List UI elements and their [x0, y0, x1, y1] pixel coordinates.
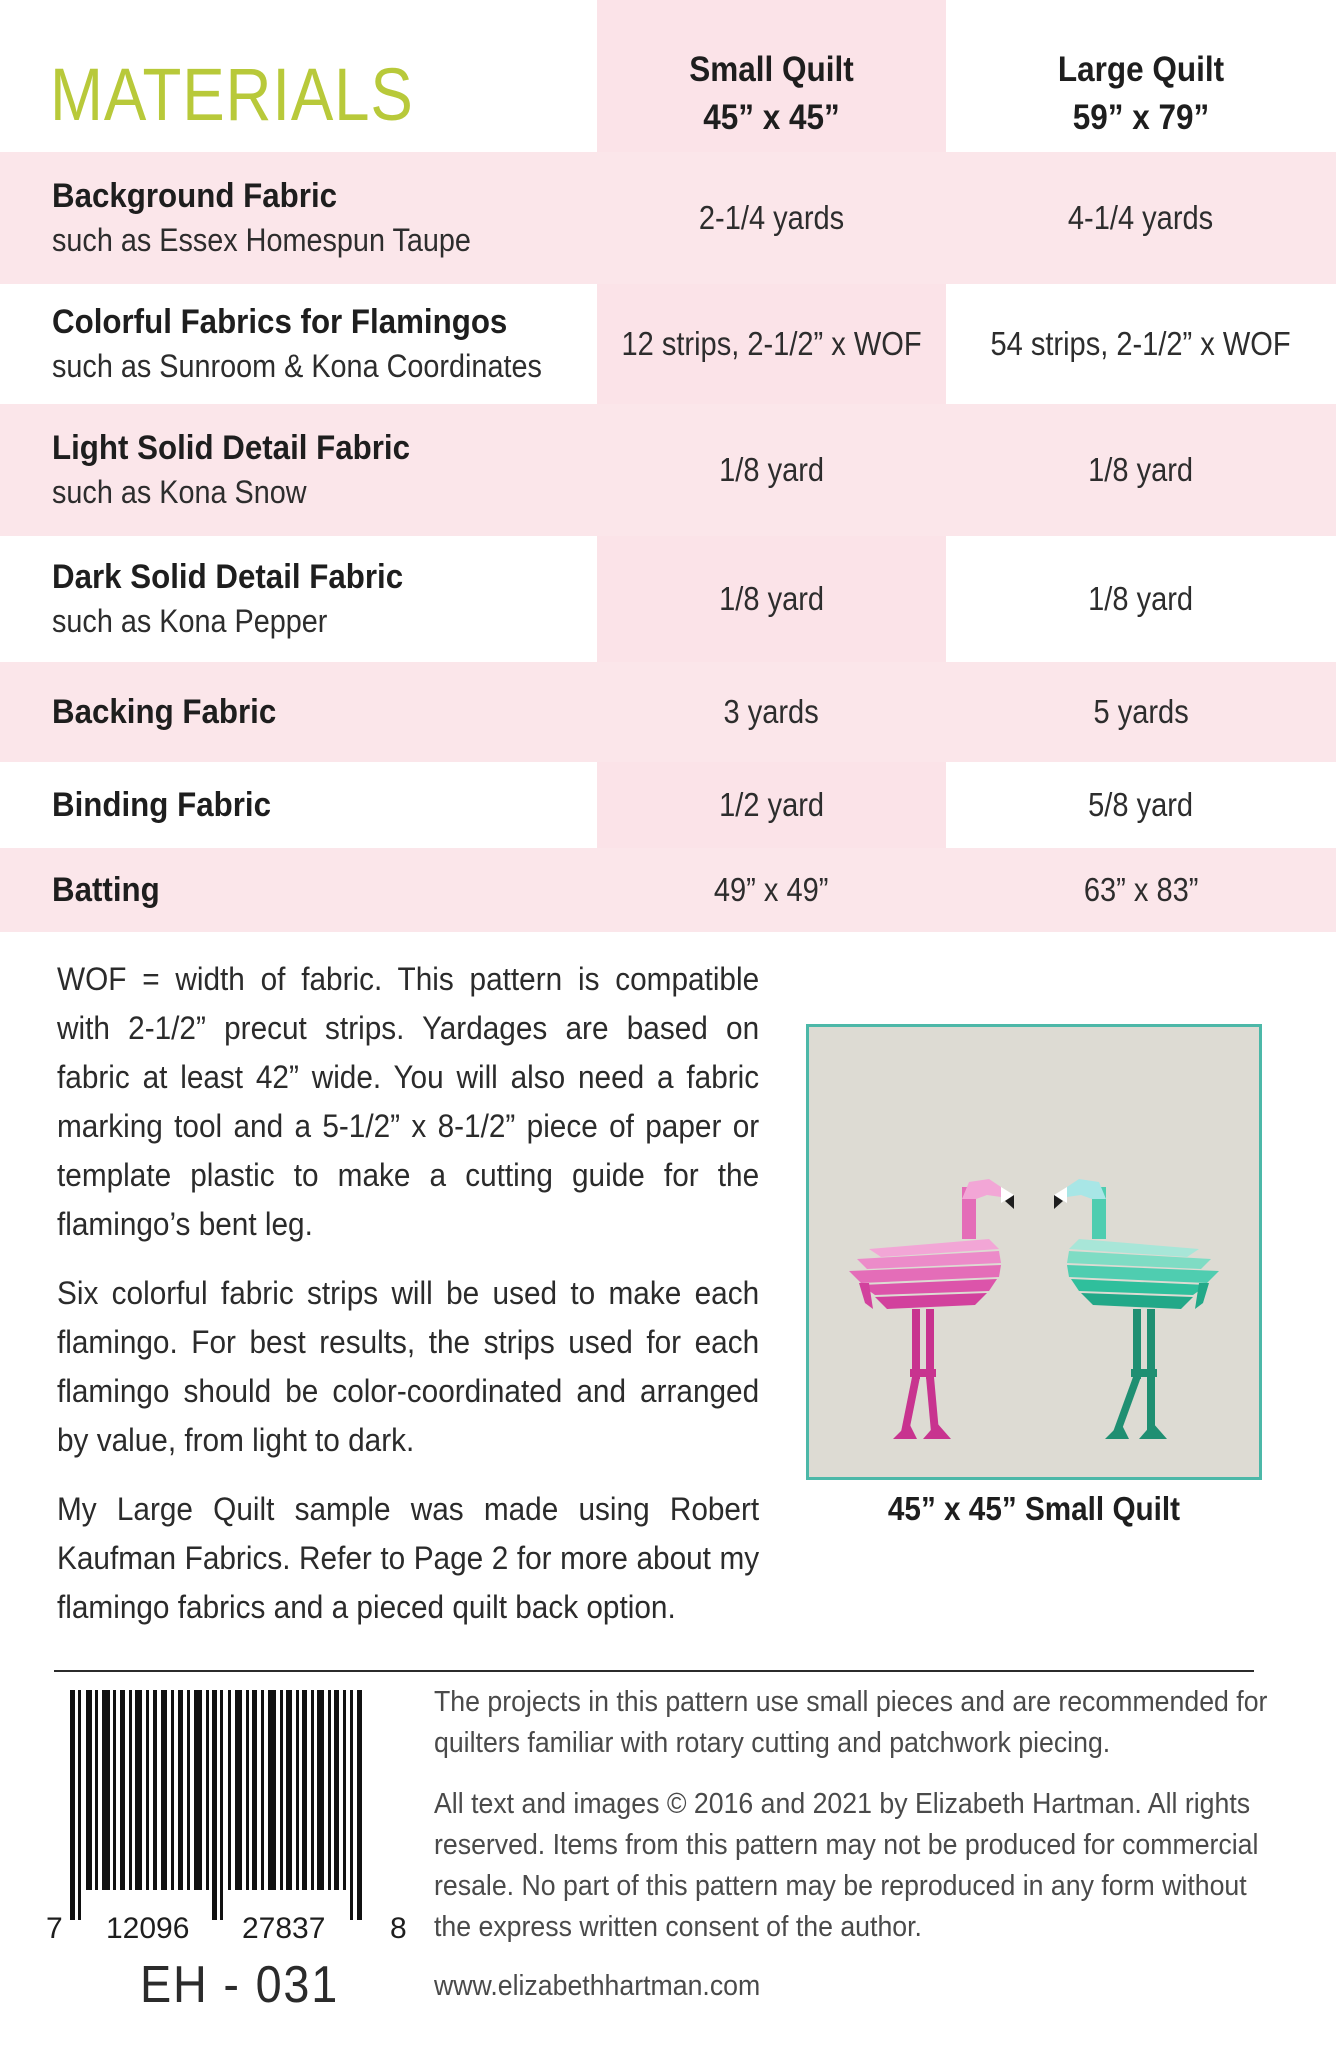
large-quilt-header: [966, 46, 1317, 142]
small-quilt-cell: [597, 848, 946, 932]
skill-note: The projects in this pattern use small pieces and are recommended for quilters familiar with rotary cutting and patchwork piecing.: [434, 1686, 1268, 1759]
materials-title: MATERIALS: [50, 53, 414, 136]
small-quilt-cell: [597, 536, 946, 662]
footer-notes: [434, 1682, 1274, 1968]
quilt-caption: 45” x 45” Small Quilt: [887, 1490, 1181, 1527]
table-row: [0, 284, 1336, 404]
small-quilt-header-size: 45” x 45”: [703, 98, 840, 137]
material-name: Dark Solid Detail Fabric: [52, 558, 404, 596]
small-quilt-cell: [597, 762, 946, 848]
material-suggestion: such as Kona Pepper: [52, 603, 328, 639]
small-quilt-value: 49” x 49”: [714, 871, 829, 908]
barcode-digits-group2: 27837: [242, 1912, 326, 1945]
large-quilt-value: 54 strips, 2-1/2” x WOF: [990, 325, 1292, 362]
small-quilt-value: 3 yards: [723, 693, 820, 730]
material-name: Batting: [52, 870, 160, 909]
large-quilt-value: 1/8 yard: [1088, 580, 1194, 617]
barcode-digits-group1: 12096: [106, 1912, 190, 1945]
small-quilt-value: 1/8 yard: [719, 580, 824, 617]
large-quilt-cell: [946, 848, 1336, 932]
large-quilt-value: 63” x 83”: [1083, 871, 1199, 908]
barcode-digit-left: 7: [46, 1912, 63, 1945]
pattern-code: EH - 031: [140, 1956, 340, 2014]
material-cell: [52, 152, 592, 284]
small-quilt-cell: [597, 662, 946, 762]
material-cell: [52, 662, 592, 762]
website-link[interactable]: www.elizabethhartman.com: [434, 1970, 761, 2002]
table-row: [0, 848, 1336, 932]
material-name: Colorful Fabrics for Flamingos: [52, 303, 508, 341]
barcode-digit-right: 8: [390, 1912, 407, 1945]
sample-paragraph: My Large Quilt sample was made using Robert Kaufman Fabrics. Refer to Page 2 for more about my flamingo fabrics and a pieced quilt back option.: [57, 1491, 760, 1625]
large-quilt-value: 1/8 yard: [1088, 451, 1194, 488]
material-cell: [52, 848, 592, 932]
flamingo-illustration: [809, 1027, 1259, 1477]
teal-flamingo: [1054, 1179, 1219, 1439]
table-row: [0, 152, 1336, 284]
footer-divider: [54, 1670, 1254, 1672]
small-quilt-header-label: Small Quilt: [689, 50, 854, 89]
table-row: [0, 536, 1336, 662]
material-name: Binding Fabric: [52, 785, 271, 824]
material-cell: [52, 762, 592, 848]
material-suggestion: such as Sunroom & Kona Coordinates: [52, 348, 542, 384]
large-quilt-cell: [946, 536, 1336, 662]
small-quilt-image: [806, 1024, 1262, 1480]
small-quilt-value: 2-1/4 yards: [698, 199, 845, 236]
strips-paragraph: Six colorful fabric strips will be used to make each flamingo. For best results, the strips used for each flamingo should be color-coordinated and arranged by value, from light to dark.: [57, 1275, 760, 1458]
material-suggestion: such as Kona Snow: [52, 474, 307, 510]
small-quilt-cell: [597, 284, 946, 404]
small-quilt-cell: [597, 404, 946, 536]
material-cell: [52, 284, 592, 404]
small-quilt-value: 1/2 yard: [719, 786, 824, 823]
large-quilt-header-size: 59” x 79”: [1072, 98, 1210, 137]
material-cell: [52, 404, 592, 536]
large-quilt-cell: [946, 762, 1336, 848]
instructions-text: [57, 955, 760, 1652]
table-row: [0, 762, 1336, 848]
pink-flamingo: [849, 1179, 1014, 1439]
table-row: [0, 404, 1336, 536]
table-row: [0, 662, 1336, 762]
material-cell: [52, 536, 592, 662]
material-name: Background Fabric: [52, 177, 338, 215]
small-quilt-value: 12 strips, 2-1/2” x WOF: [621, 325, 922, 362]
small-quilt-cell: [597, 152, 946, 284]
small-quilt-value: 1/8 yard: [719, 451, 824, 488]
material-name: Backing Fabric: [52, 692, 277, 731]
large-quilt-cell: [946, 662, 1336, 762]
wof-paragraph: WOF = width of fabric. This pattern is compatible with 2-1/2” precut strips. Yardages are based on fabric at least 42” wide. You will also need a fabric marking tool and a 5-1/2” x 8-1/2” piece of paper or template plastic to make a cutting guide for the flamingo’s bent leg.: [57, 961, 760, 1242]
small-quilt-header: [614, 46, 928, 142]
copyright-note: All text and images © 2016 and 2021 by Elizabeth Hartman. All rights reserved. Items from this pattern may not be produced for commercial resale. No part of this pattern may be reproduced in any form without the express written consent of the author.: [434, 1788, 1259, 1943]
barcode-image: [68, 1690, 388, 1920]
large-quilt-cell: [946, 404, 1336, 536]
material-suggestion: such as Essex Homespun Taupe: [52, 222, 471, 258]
material-name: Light Solid Detail Fabric: [52, 429, 411, 467]
large-quilt-cell: [946, 152, 1336, 284]
large-quilt-header-label: Large Quilt: [1057, 50, 1225, 89]
large-quilt-value: 5/8 yard: [1088, 786, 1194, 823]
large-quilt-value: 4-1/4 yards: [1068, 199, 1214, 236]
large-quilt-value: 5 yards: [1093, 693, 1189, 730]
large-quilt-cell: [946, 284, 1336, 404]
